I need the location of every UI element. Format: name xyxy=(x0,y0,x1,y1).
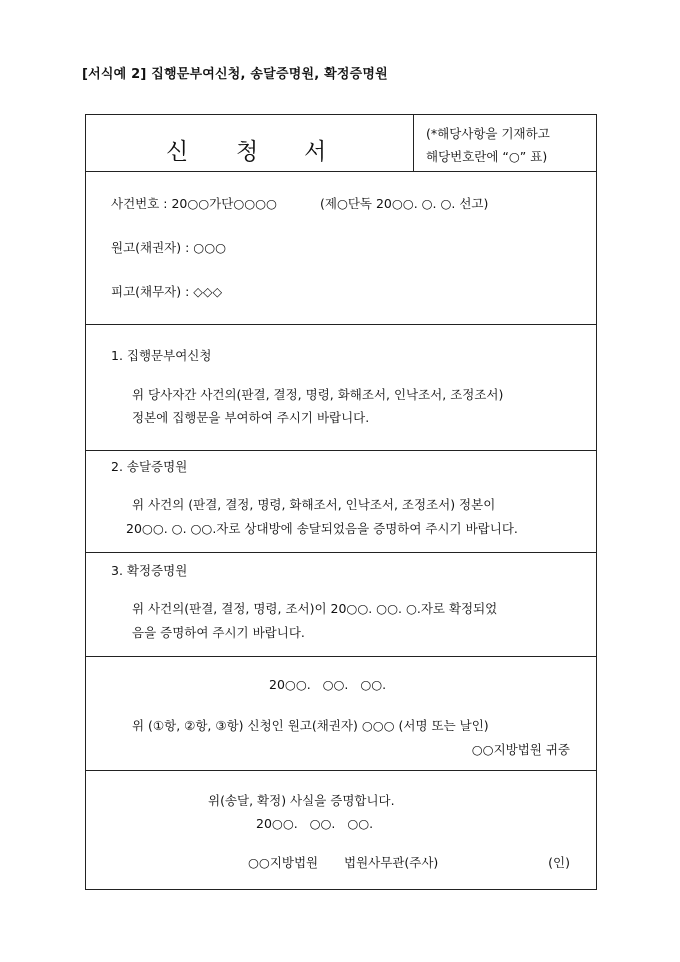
applicant-row xyxy=(86,657,596,771)
header-note-line2: 해당번호란에 “○” 표) xyxy=(426,149,548,164)
header-note-line1: (*해당사항을 기재하고 xyxy=(426,126,550,141)
section1-line2: 정본에 집행문을 부여하여 주시기 바랍니다. xyxy=(132,410,370,425)
section3-heading: 3. 확정증명원 xyxy=(111,563,188,578)
applicant-signature-line: 위 (①항, ②항, ③항) 신청인 원고(채권자) ○○○ (서명 또는 날인) xyxy=(132,718,489,733)
title-char-1: 신 xyxy=(166,139,189,165)
form-header-row xyxy=(86,115,596,172)
case-ruling: (제○단독 20○○. ○. ○. 선고) xyxy=(320,196,489,211)
form-title xyxy=(86,115,414,171)
section-execution-clause xyxy=(86,325,596,451)
case-info-row xyxy=(86,172,596,325)
title-char-2: 청 xyxy=(236,139,259,165)
section3-line2: 음을 증명하여 주시기 바랍니다. xyxy=(132,625,305,640)
official-seal: (인) xyxy=(548,855,570,870)
application-form xyxy=(85,114,597,890)
section2-heading: 2. 송달증명원 xyxy=(111,459,188,474)
certification-officer: 법원사무관(주사) xyxy=(344,855,439,870)
addressee-court: ○○지방법원 귀중 xyxy=(471,742,570,757)
certification-row xyxy=(86,771,596,889)
defendant: 피고(채무자) : ◇◇◇ xyxy=(111,284,223,299)
section3-line1: 위 사건의(판결, 결정, 명령, 조서)이 20○○. ○○. ○.자로 확정되었 xyxy=(132,601,498,616)
title-char-3: 서 xyxy=(304,139,327,165)
section1-heading: 1. 집행문부여신청 xyxy=(111,348,212,363)
certification-court: ○○지방법원 xyxy=(248,855,319,870)
section2-line1: 위 사건의 (판결, 결정, 명령, 화해조서, 인낙조서, 조정조서) 정본이 xyxy=(132,497,496,512)
certification-date: 20○○. ○○. ○○. xyxy=(256,816,374,831)
case-number: 사건번호 : 20○○가단○○○○ xyxy=(111,196,277,211)
plaintiff: 원고(채권자) : ○○○ xyxy=(111,240,227,255)
section1-line1: 위 당사자간 사건의(판결, 결정, 명령, 화해조서, 인낙조서, 조정조서) xyxy=(132,387,504,402)
form-caption: [서식예 2] 집행문부여신청, 송달증명원, 확정증명원 xyxy=(82,67,388,82)
application-date: 20○○. ○○. ○○. xyxy=(269,677,387,692)
section2-line2: 20○○. ○. ○○.자로 상대방에 송달되었음을 증명하여 주시기 바랍니다. xyxy=(126,521,518,536)
section-service-certificate xyxy=(86,451,596,553)
certification-statement: 위(송달, 확정) 사실을 증명합니다. xyxy=(208,793,395,808)
section-finality-certificate xyxy=(86,553,596,657)
